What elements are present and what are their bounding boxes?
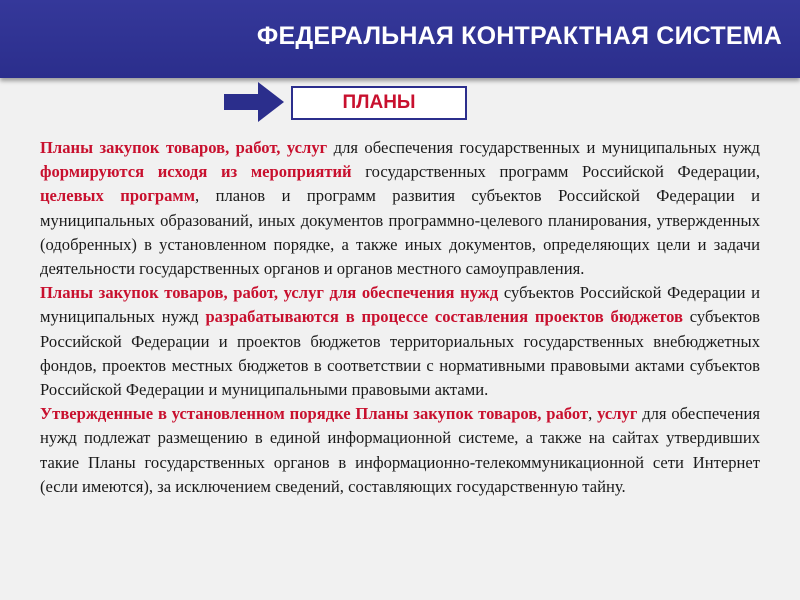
text-run: , планов и программ развития субъектов Российской Федерации и муниципальных образований, иных документов программно-целевого планирования, утвержденных (одобренных) в установленном порядке, а также иных документов, определяющих цели и задачи деятельности государственных органов и органов местного самоуправления. (40, 186, 760, 279)
text-run: для обеспечения нужд подлежат размещению в единой информационной системе, а также на сайтах утвердивших такие Планы государственных органов в информационно-телекоммуникационной сети Интернет (если имеются), за исключением сведений, составляющих государственную тайну. (40, 404, 760, 496)
text-run: , (588, 404, 598, 424)
text-run: разрабатываются в процессе составления проектов бюджетов (205, 307, 683, 327)
slide-title: ФЕДЕРАЛЬНАЯ КОНТРАКТНАЯ СИСТЕМА (256, 22, 782, 50)
section-label-box (291, 86, 467, 120)
text-run: Планы закупок товаров, работ, услуг (40, 138, 328, 157)
text-run: целевых программ (40, 186, 196, 206)
slide-header (0, 0, 800, 78)
body-text (40, 136, 760, 499)
right-arrow-icon (222, 80, 286, 124)
text-run: субъектов Российской Федерации и проектов бюджетов территориальных государственных внебюджетных фондов, проектов местных бюджетов в соответствии с нормативными правовыми актами субъектов Российской Федерации и муниципальными правовыми актами. (40, 307, 760, 400)
section-label: ПЛАНЫ (342, 92, 416, 113)
text-run: Утвержденные в установленном порядке Планы закупок товаров, работ (40, 404, 589, 424)
text-run: для обеспечения государственных и муниципальных нужд (327, 138, 760, 157)
text-run: Планы закупок товаров, работ, услуг для обеспечения нужд (40, 283, 499, 303)
paragraph-purchase-plans-publication (40, 402, 760, 499)
text-run: субъектов Российской Федерации и муниципальных нужд (40, 283, 760, 327)
text-run: формируются исходя из мероприятий (40, 162, 352, 182)
text-run: государственных программ Российской Федерации, (351, 162, 760, 182)
text-run: услуг (597, 404, 638, 424)
paragraph-purchase-plans-development (40, 281, 760, 402)
paragraph-purchase-plans-formation (40, 136, 760, 281)
